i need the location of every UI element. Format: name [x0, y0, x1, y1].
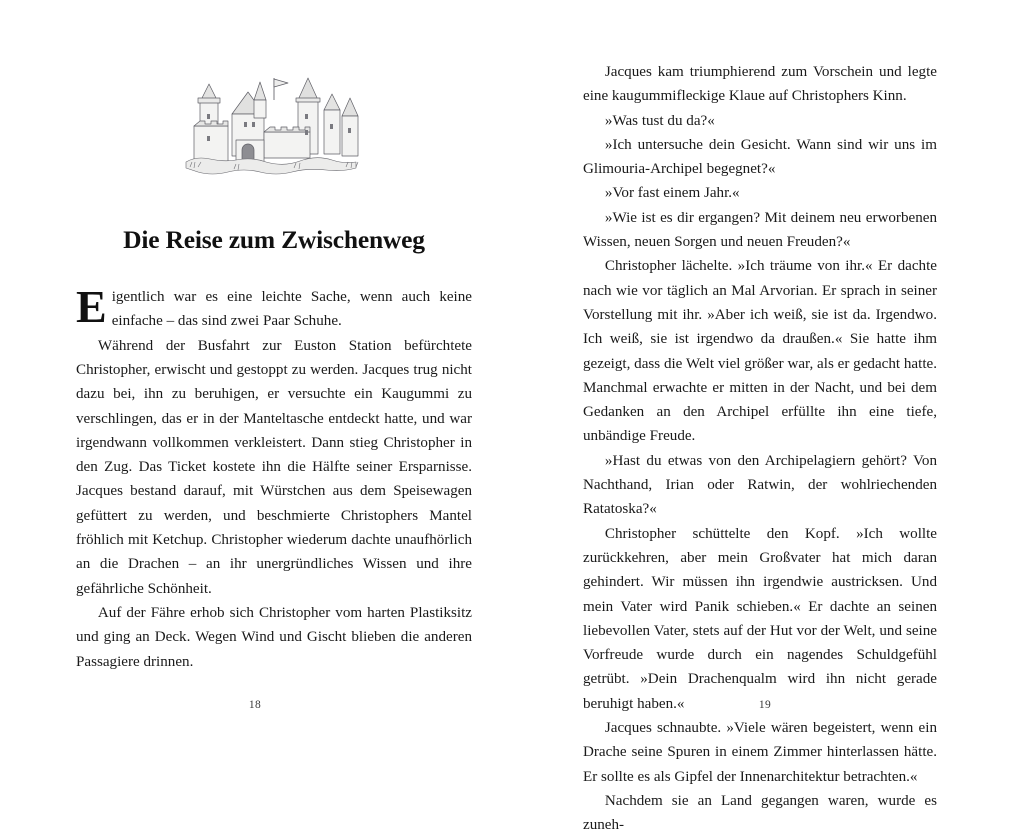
left-page	[0, 0, 510, 783]
paragraph: Nachdem sie an Land gegangen waren, wurde es zuneh-	[583, 792, 937, 834]
paragraph: Jacques schnaubte. »Viele wären begeistert, wenn ein Drache seine Spuren in einem Zimmer hinterlassen hätte. Er sollte es als Gipfel der Innenarchitektur betrachten.«	[583, 720, 937, 785]
paragraph: Jacques kam triumphierend zum Vorschein und legte eine kaugummifleckige Klaue auf Christophers Kinn.	[583, 64, 937, 105]
paragraph	[76, 281, 472, 334]
paragraph-text: igentlich war es eine leichte Sache, wenn auch keine einfache – das sind zwei Paar Schuhe.	[111, 289, 472, 330]
paragraph: Christopher lächelte. »Ich träume von ihr.« Er dachte nach wie vor täglich an Mal Arvorian. Er sprach in seiner Vorstellung mit ihr. »Aber ich weiß, sie ist da. Irgendwo. Ich weiß, sie ist irgendwo da draußen.« Sie hatte ihm gezeigt, dass die Welt viel größer war, als er gedacht hatte. Manchmal erwachte er mitten in der Nacht, und bei dem Gedanken an den Archipel erfüllte ihn eine tiefe, unbändige Freude.	[583, 258, 937, 445]
paragraph: »Hast du etwas von den Archipelagiern gehört? Von Nachthand, Irian oder Ratwin, der wohlriechenden Ratatoska?«	[583, 452, 937, 518]
paragraph: »Ich untersuche dein Gesicht. Wann sind wir uns im Glimouria-Archipel begegnet?«	[583, 136, 937, 178]
paragraph: Christopher schüttelte den Kopf. »Ich wollte zurückkehren, aber mein Großvater hat mich daran gehindert. Wir müssen ihn irgendwie austricksen. Und mein Vater wird Panik schieben.« Er dachte an seinen liebevollen Vater, stets auf der Hut vor der Welt, und seine Vorfreude wurde durch ein nagendes Schuldgefühl getrübt. »Dein Drachenqualm wird ihn nicht gerade beruhigt haben.«	[583, 525, 937, 712]
paragraph: »Was tust du da?«	[604, 112, 715, 129]
chapter-title: Die Reise zum Zwischenweg	[123, 225, 425, 254]
left-body-text	[76, 281, 472, 674]
page-number: 18	[248, 699, 262, 711]
paragraph: »Vor fast einem Jahr.«	[604, 185, 740, 202]
paragraph: »Wie ist es dir ergangen? Mit deinem neu erworbenen Wissen, neuen Sorgen und neuen Freuden?«	[583, 209, 937, 251]
castle-illustration	[76, 68, 472, 188]
page-number: 19	[758, 699, 772, 711]
right-page	[510, 0, 1020, 834]
paragraph: Auf der Fähre erhob sich Christopher vom harten Plastiksitz und ging an Deck. Wegen Wind und Gischt blieben die anderen Passagiere drinnen.	[76, 604, 472, 670]
right-body-text	[583, 0, 937, 838]
drop-cap: E	[76, 281, 107, 333]
paragraph: Während der Busfahrt zur Euston Station befürchtete Christopher, erwischt und gestoppt zu werden. Jacques trug nicht dazu bei, ihn zu beruhigen, er versuchte ein Kaugummi zu verschlingen, das er in der Manteltasche entdeckt hatte, und war irgendwann vollkommen verkleistert. Dann stieg Christopher in den Zug. Das Ticket kostete ihn die Hälfte seiner Ersparnisse. Jacques bestand darauf, mit Würstchen aus dem Speisewagen gefüttert zu werden, und beschmierte Christophers Mantel fröhlich mit Ketchup. Christopher wiederum dachte unaufhörlich an die Drachen – an ihr unergründliches Wissen und ihre gefährliche Schönheit.	[76, 337, 472, 597]
